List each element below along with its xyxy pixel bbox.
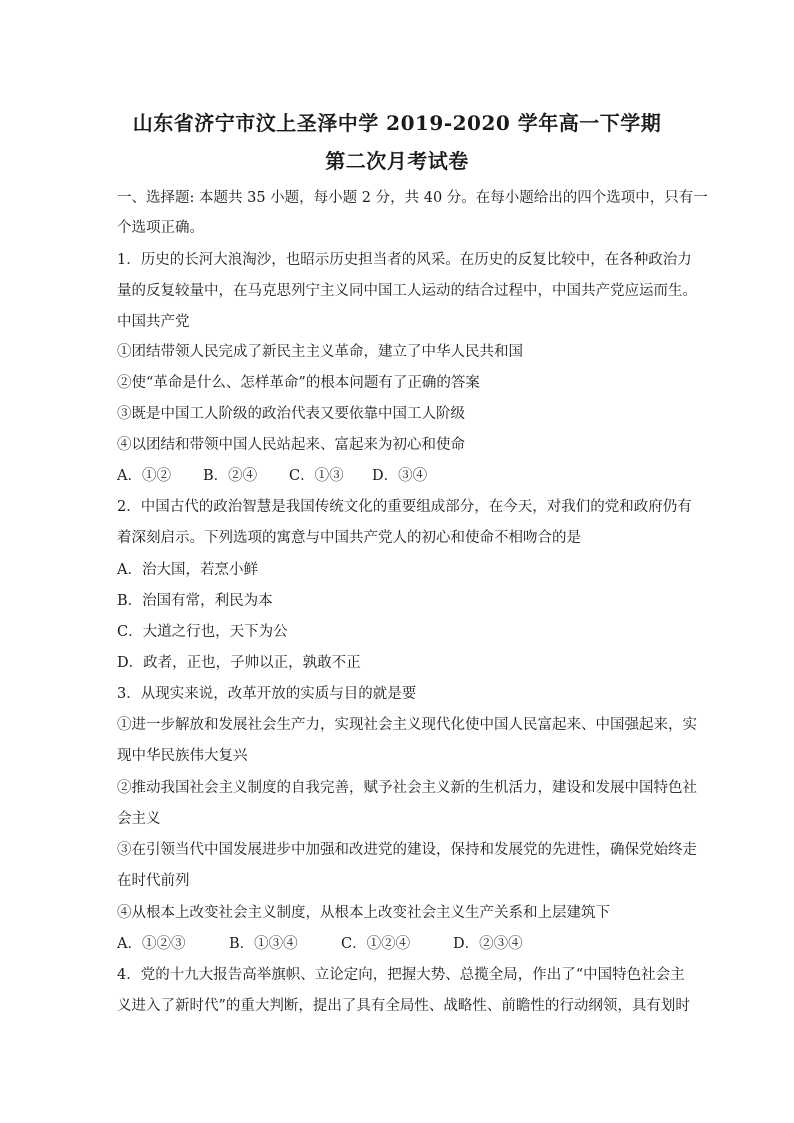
q1-stem-cont: 中国共产党 xyxy=(117,314,190,330)
q2-stem-cont: 着深刻启示。下列选项的寓意与中国共产党人的初心和使命不相吻合的是 xyxy=(117,530,581,546)
q1-option-c[interactable]: C．①③ xyxy=(289,468,344,484)
section-instruction: 一、选择题: 本题共 35 小题，每小题 2 分，共 40 分。在每小题给出的四个选项中，只有一 xyxy=(117,190,708,206)
q1-stem: 1．历史的长河大浪淘沙，也昭示历史担当者的风采。在历史的反复比较中，在各种政治力 xyxy=(117,252,692,268)
q3-item-2: ②推动我国社会主义制度的自我完善，赋予社会主义新的生机活力，建设和发展中国特色社 xyxy=(117,780,697,796)
q2-option-b[interactable]: B．治国有常，利民为本 xyxy=(117,593,273,609)
q3-option-a[interactable]: A．①②③ xyxy=(117,936,186,952)
q1-option-d[interactable]: D．③④ xyxy=(372,468,428,484)
q3-item-1: ①进一步解放和发展社会生产力，实现社会主义现代化使中国人民富起来、中国强起来，实 xyxy=(117,717,697,733)
q2-stem: 2．中国古代的政治智慧是我国传统文化的重要组成部分，在今天，对我们的党和政府仍有 xyxy=(117,499,692,515)
q3-item-1-cont: 现中华民族伟大复兴 xyxy=(117,748,248,764)
exam-title-line1: 山东省济宁市汶上圣泽中学 2019-2020 学年高一下学期 xyxy=(132,111,662,135)
q3-item-3: ③在引领当代中国发展进步中加强和改进党的建设，保持和发展党的先进性，确保党始终走 xyxy=(117,842,697,858)
q1-stem-cont: 量的反复较量中，在马克思列宁主义同中国工人运动的结合过程中，中国共产党应运而生。 xyxy=(117,283,697,299)
exam-title-line2: 第二次月考试卷 xyxy=(325,149,469,173)
q1-options xyxy=(117,466,427,486)
q4-stem: 4．党的十九大报告高举旗帜、立论定向，把握大势、总揽全局，作出了“中国特色社会主 xyxy=(117,967,685,983)
q1-option-a[interactable]: A．①② xyxy=(117,468,171,484)
q3-option-d[interactable]: D．②③④ xyxy=(453,936,523,952)
q1-item-4: ④以团结和带领中国人民站起来、富起来为初心和使命 xyxy=(117,437,465,453)
q3-item-2-cont: 会主义 xyxy=(117,811,161,827)
q3-stem: 3．从现实来说，改革开放的实质与目的就是要 xyxy=(117,686,417,702)
q1-item-2: ②使“革命是什么、怎样革命”的根本问题有了正确的答案 xyxy=(117,375,480,391)
q2-option-d[interactable]: D．政者，正也，子帅以正，孰敢不正 xyxy=(117,655,361,671)
q3-item-4: ④从根本上改变社会主义制度，从根本上改变社会主义生产关系和上层建筑下 xyxy=(117,905,610,921)
q2-option-a[interactable]: A．治大国，若烹小鲜 xyxy=(117,562,258,578)
q3-item-3-cont: 在时代前列 xyxy=(117,873,190,889)
q1-item-1: ①团结带领人民完成了新民主主义革命，建立了中华人民共和国 xyxy=(117,344,523,360)
q3-option-b[interactable]: B．①③④ xyxy=(229,936,298,952)
q3-options xyxy=(117,934,523,954)
q1-item-3: ③既是中国工人阶级的政治代表又要依靠中国工人阶级 xyxy=(117,406,465,422)
section-instruction-cont: 个选项正确。 xyxy=(117,220,204,236)
q2-option-c[interactable]: C．大道之行也，天下为公 xyxy=(117,624,288,640)
q3-option-c[interactable]: C．①②④ xyxy=(341,936,411,952)
q1-option-b[interactable]: B．②④ xyxy=(203,468,258,484)
q4-stem-cont: 义进入了新时代”的重大判断，提出了具有全局性、战略性、前瞻性的行动纲领，具有划时 xyxy=(117,998,690,1014)
